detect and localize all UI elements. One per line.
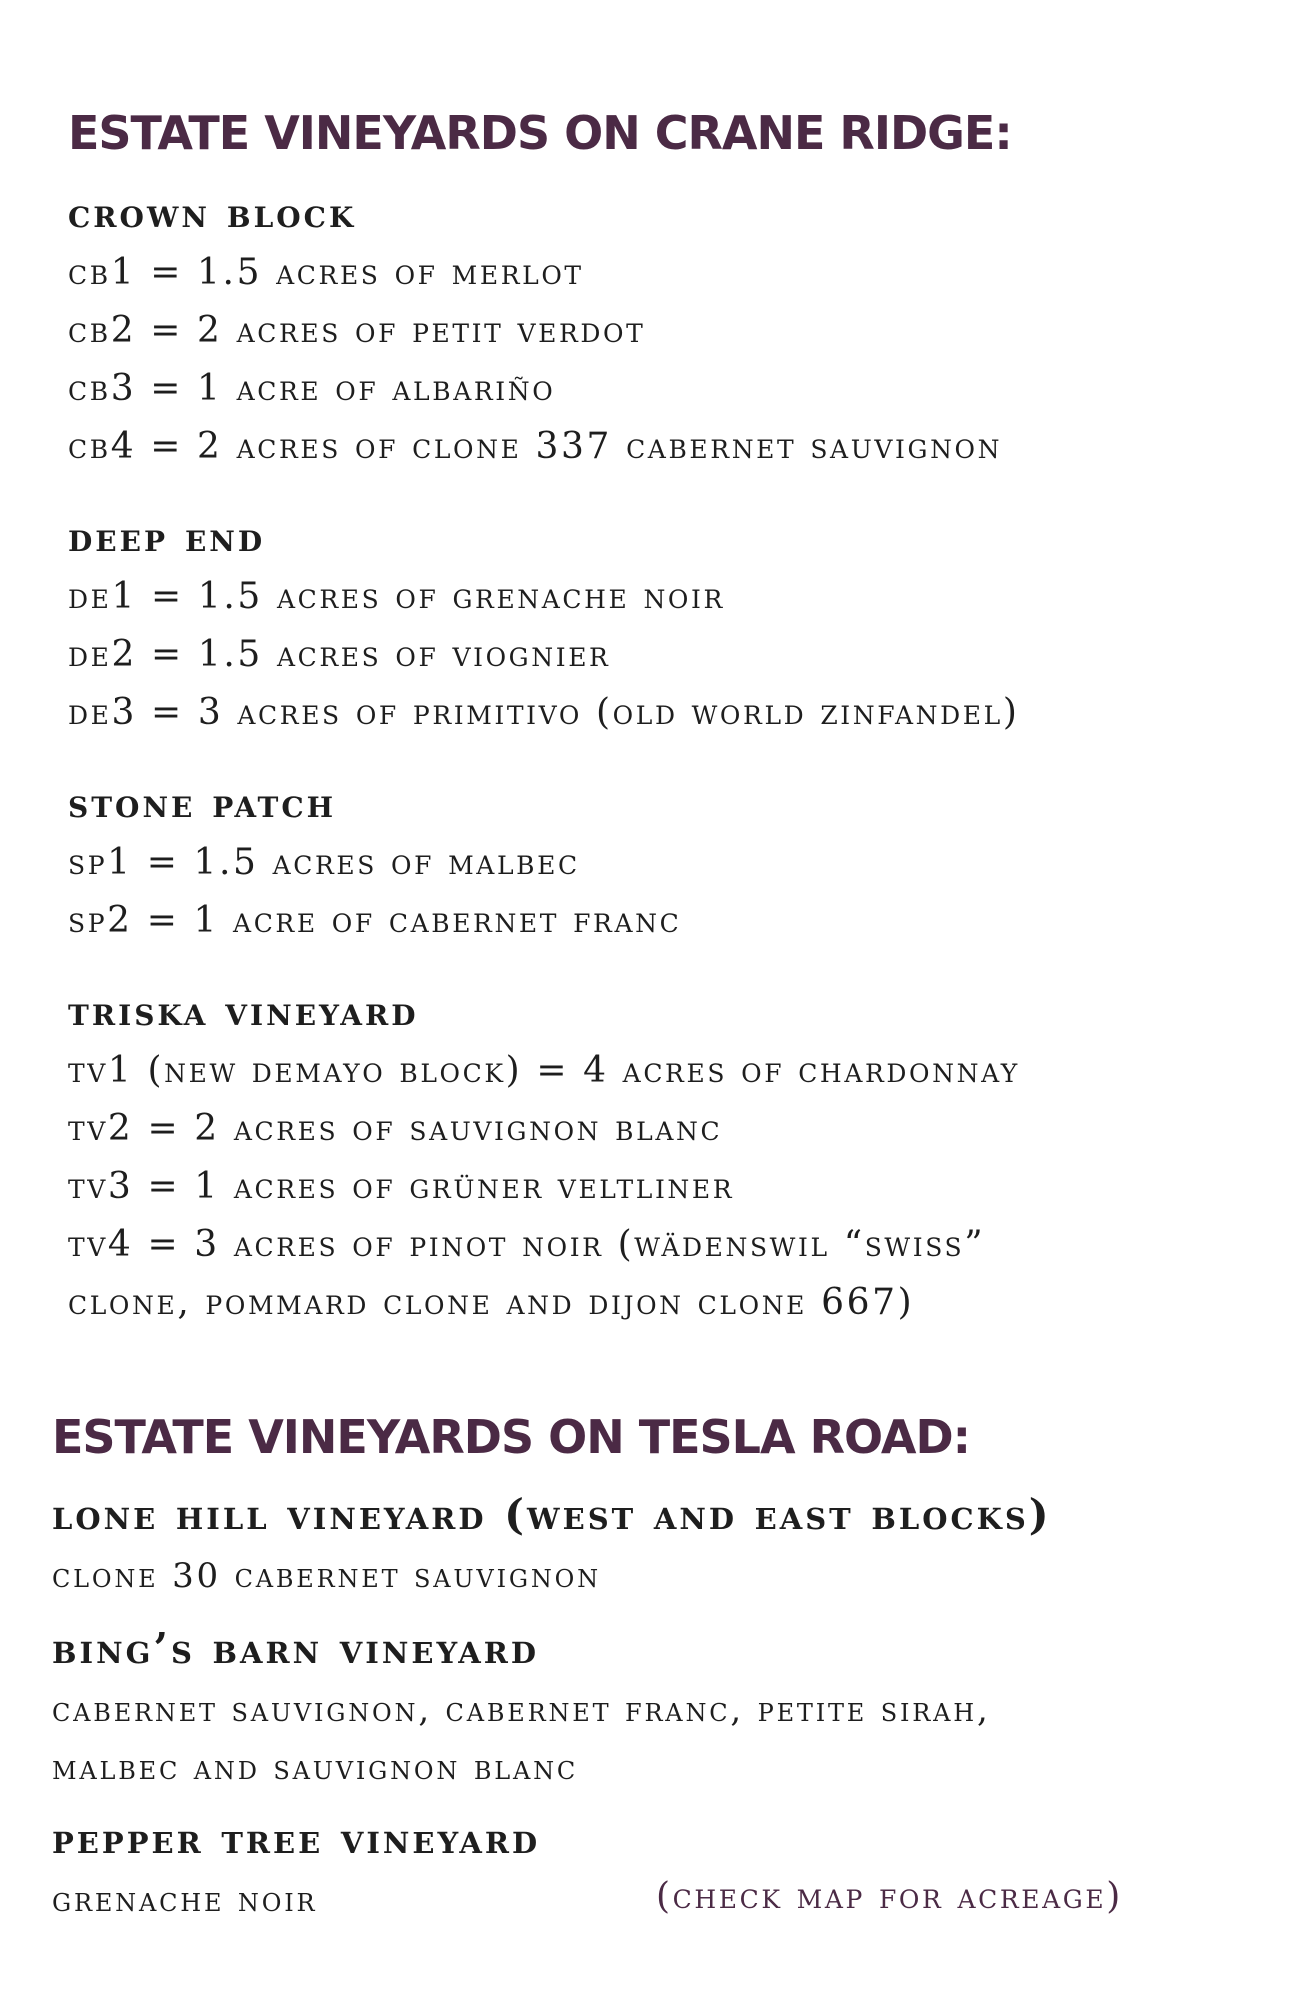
pepper-tree-vineyard-line: grenache noir (52, 1880, 318, 1920)
crown-block-line: cb2 = 2 acres of petit verdot (68, 310, 646, 351)
stone-patch-title: stone patch (68, 780, 337, 827)
stone-patch-line: sp2 = 1 acre of cabernet franc (68, 900, 682, 941)
crown-block-line: cb1 = 1.5 acres of merlot (68, 252, 584, 293)
triska-vineyard-line: tv2 = 2 acres of sauvignon blanc (68, 1108, 723, 1149)
crown-block-title: crown block (68, 190, 357, 237)
triska-vineyard-line: tv3 = 1 acres of grüner veltliner (68, 1166, 735, 1207)
deep-end-line: de2 = 1.5 acres of viognier (68, 634, 611, 675)
bings-barn-vineyard-title: bing’s barn vineyard (52, 1624, 540, 1673)
triska-vineyard-title: triska vineyard (68, 988, 419, 1035)
triska-vineyard-line: tv4 = 3 acres of pinot noir (wädenswil “swiss” (68, 1224, 986, 1265)
lone-hill-vineyard-line: clone 30 cabernet sauvignon (52, 1556, 601, 1596)
deep-end-line: de1 = 1.5 acres of grenache noir (68, 576, 725, 617)
tesla-road-heading: ESTATE VINEYARDS ON TESLA ROAD: (52, 1410, 971, 1464)
crown-block-line: cb3 = 1 acre of albariño (68, 368, 556, 409)
deep-end-title: deep end (68, 514, 266, 561)
acreage-note: (check map for acreage) (656, 1876, 1123, 1917)
bings-barn-vineyard-line: cabernet sauvignon, cabernet franc, petite sirah, (52, 1690, 991, 1730)
crane-ridge-heading: ESTATE VINEYARDS ON CRANE RIDGE: (68, 106, 1012, 160)
bings-barn-vineyard-line: malbec and sauvignon blanc (52, 1748, 579, 1788)
triska-vineyard-line: clone, pommard clone and dijon clone 667) (68, 1282, 915, 1323)
pepper-tree-vineyard-title: pepper tree vineyard (52, 1814, 541, 1863)
lone-hill-vineyard-title: lone hill vineyard (west and east blocks) (52, 1490, 1052, 1539)
deep-end-line: de3 = 3 acres of primitivo (old world zinfandel) (68, 692, 1020, 733)
stone-patch-line: sp1 = 1.5 acres of malbec (68, 842, 580, 883)
triska-vineyard-line: tv1 (new demayo block) = 4 acres of chardonnay (68, 1050, 1020, 1091)
crown-block-line: cb4 = 2 acres of clone 337 cabernet sauvignon (68, 426, 1003, 467)
